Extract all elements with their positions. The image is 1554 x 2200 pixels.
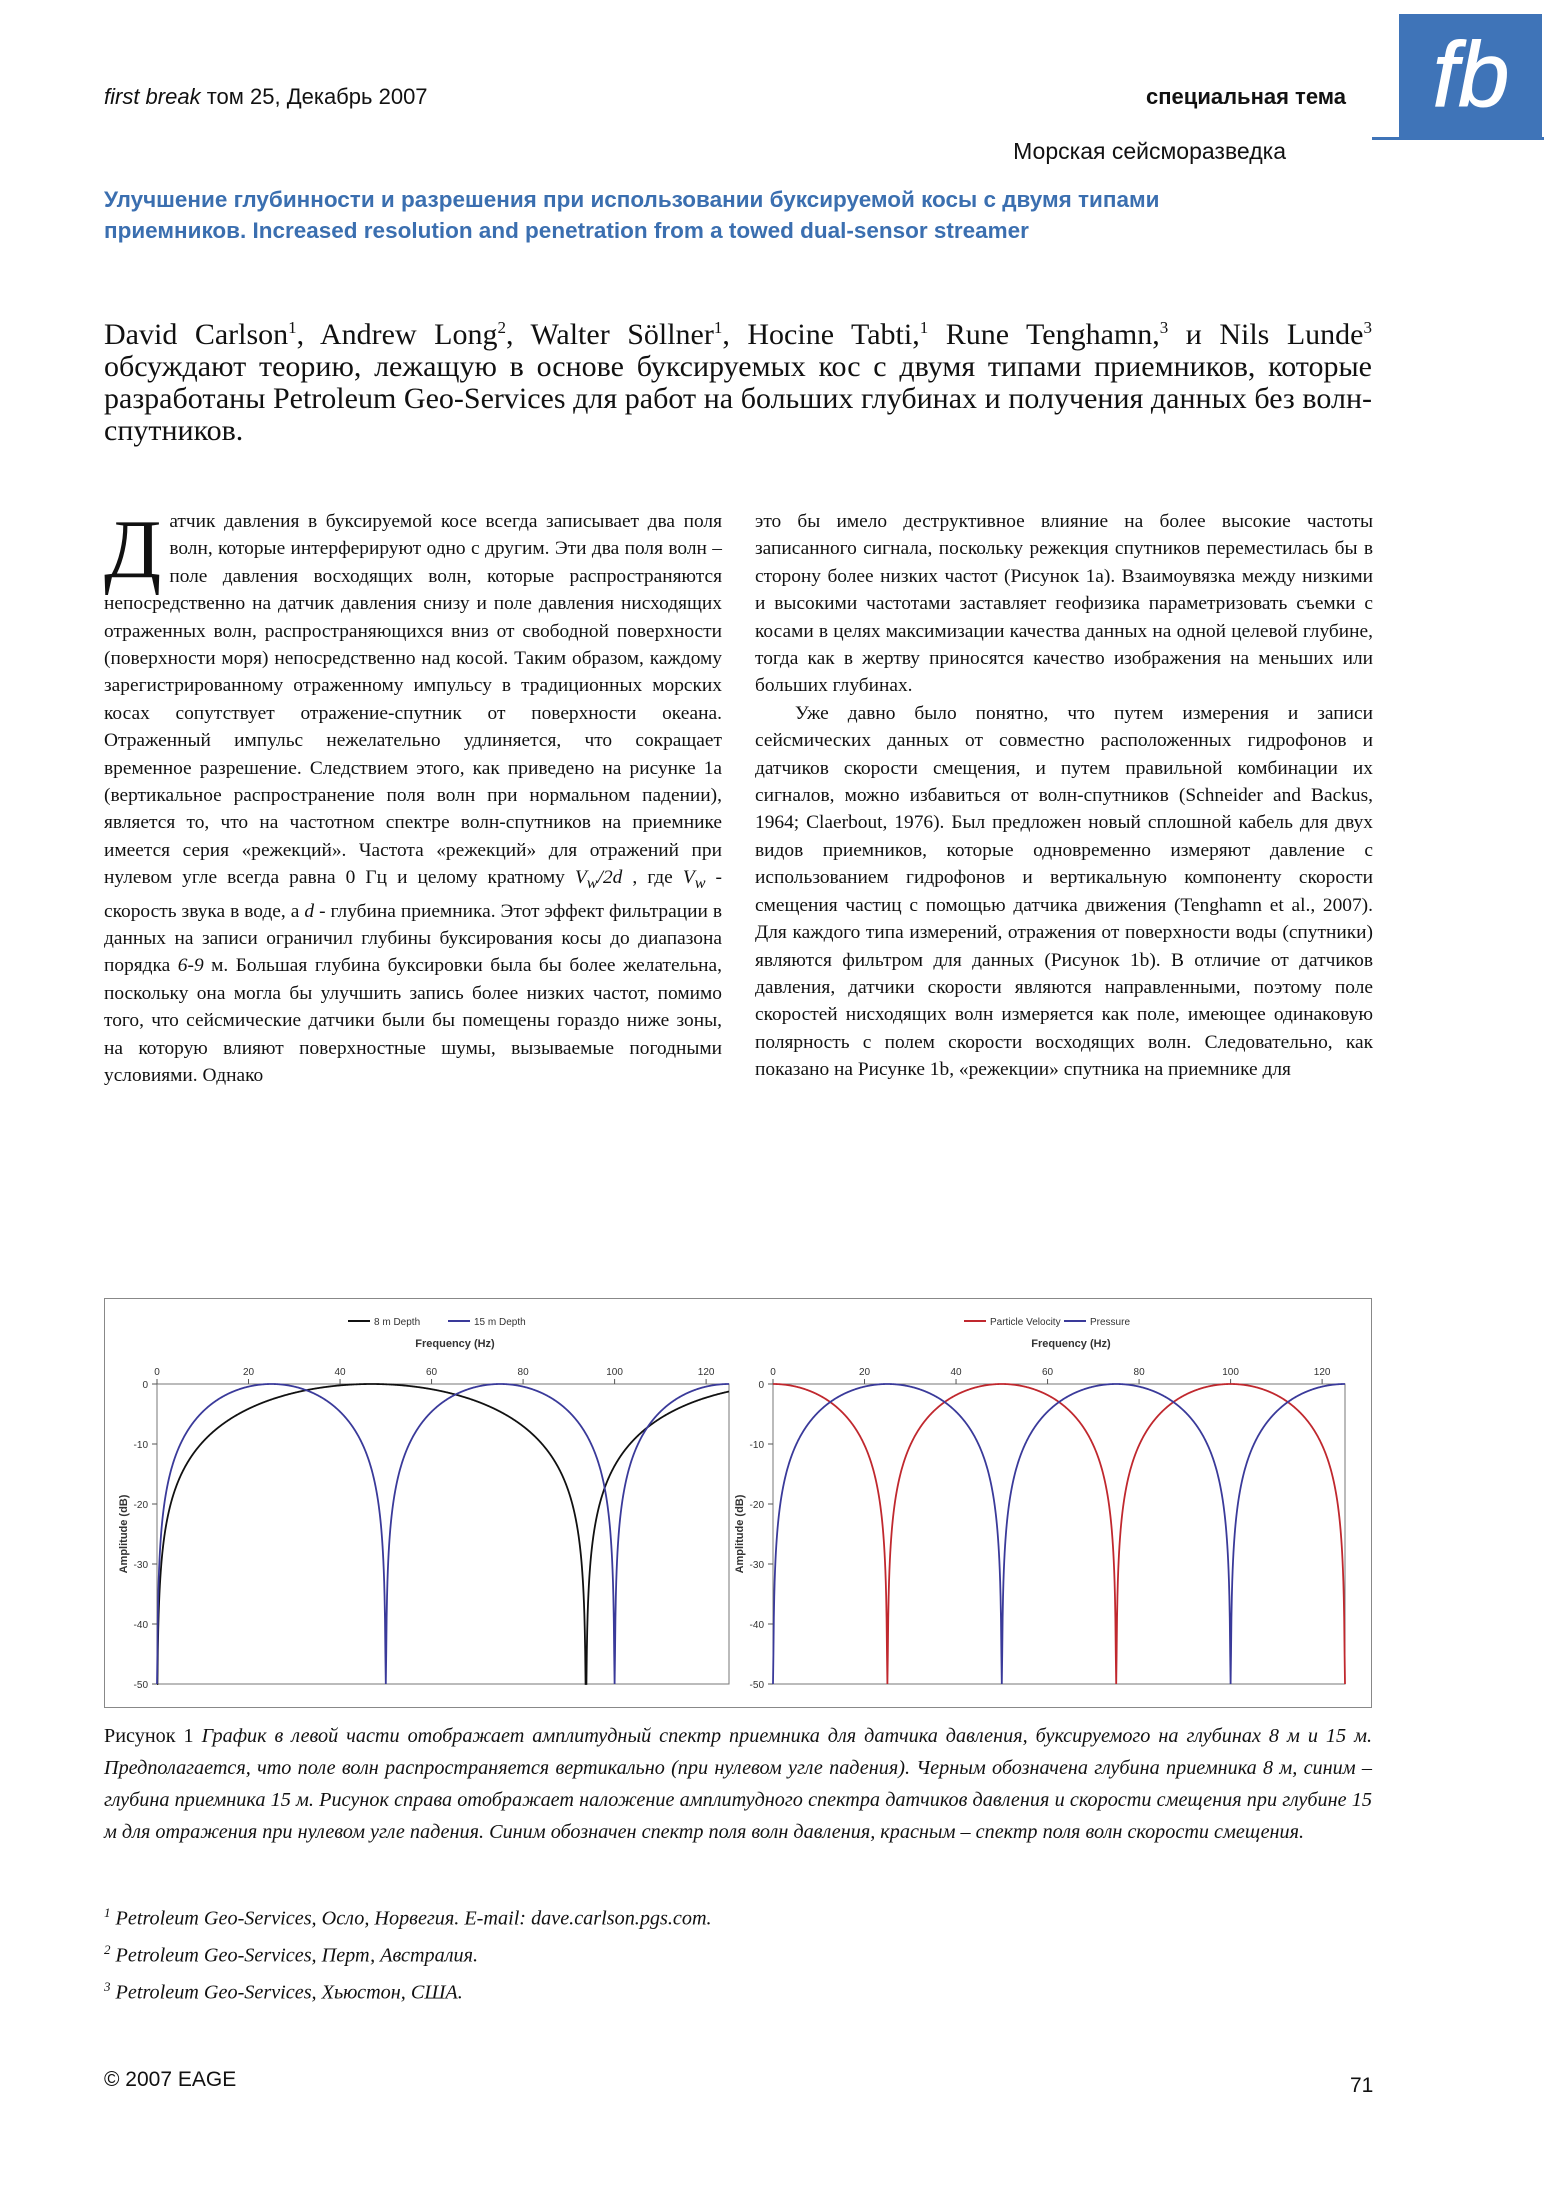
figure-1 (104, 1298, 1372, 1708)
depth-range: 6-9 (177, 955, 204, 977)
formula-velocity: V (574, 867, 587, 889)
body-text: м. Большая глубина буксировки была бы более желательна, поскольку она могла бы улучшить запись более низких частот, помимо того, что сейсмические датчики были бы помещены гораздо ниже зоны, на которую влияют поверхностные шумы, вызываемые погодными условиями. Однако (104, 955, 722, 1086)
article-title: Улучшение глубинности и разрешения при использовании буксируемой косы с двумя типами приемников. Increased resolution and penetration from a towed dual-sensor streamer (104, 187, 1160, 243)
author-affiliation: 1 (919, 318, 929, 337)
author-name: Rune Tenghamn, (945, 318, 1160, 351)
y-tick-label: -20 (133, 1500, 148, 1511)
footnote-text: Petroleum Geo-Services, Хьюстон, США. (110, 1981, 463, 2004)
author-name: David Carlson (104, 318, 289, 351)
formula-velocity: V (682, 867, 695, 889)
body-text: - скорость звука в воде, а (104, 867, 722, 922)
fb-logo-mark (1399, 14, 1542, 140)
y-tick-label: -40 (749, 1620, 764, 1631)
footnote (104, 1905, 712, 1931)
author-name: Nils Lunde (1219, 318, 1364, 351)
y-tick-label: -50 (133, 1680, 148, 1691)
footnote (104, 1979, 463, 2005)
legend-label: Particle Velocity (990, 1317, 1061, 1328)
logo-underline (1372, 137, 1544, 140)
series-line (773, 1384, 1345, 1684)
y-tick-label: -50 (749, 1680, 764, 1691)
author-conjunction: и (1185, 318, 1202, 351)
x-tick-label: 40 (950, 1367, 962, 1378)
author-affiliation: 3 (1363, 318, 1372, 337)
page-number: 71 (1350, 2074, 1374, 2097)
fb-logo (1399, 14, 1542, 140)
body-text: , где (622, 867, 683, 889)
chart-panel-2 (734, 1317, 1345, 1691)
caption-text: График в левой части отображает амплитудный спектр приемника для датчика давления, буксируемого на глубинах 8 м и 15 м. Предполагается, что поле волн распространяется вертикально (при нулевом угле падения). Черным обозначена глубина приемника 8 м, синим – глубина приемника 15 м. Рисунок справа отображает наложение амплитудного спектра датчиков давления и скорости смещения при глубине 15 м для отражения при нулевом угле падения. Синим обозначен спектр поля волн давления, красным – спектр поля волн скорости смещения. (104, 1725, 1372, 1843)
body-paragraph: это бы имело деструктивное влияние на более высокие частоты записанного сигнала, поскольку режекция спутников переместилась бы в сторону более низких частот (Рисунок 1a). Взаимоувязка между низкими и высокими частотами заставляет геофизика параметризовать съемки с косами в целях максимизации качества данных на одной целевой глубине, тогда как в жертву приносятся качество изображения на меньших или больших глубинах. (755, 511, 1373, 697)
legend-label: Pressure (1090, 1317, 1131, 1328)
section-label: Морская сейсморазведка (1013, 138, 1286, 164)
footnote-number: 2 (104, 1942, 111, 1957)
lead-text: обсуждают теорию, лежащую в основе буксируемых кос с двумя типами приемников, которые разработаны Petroleum Geo-Services для работ на больших глубинах и получения данных без волн-спутников. (104, 350, 1372, 447)
y-axis-title: Amplitude (dB) (734, 1494, 746, 1574)
y-tick-label: -30 (749, 1560, 764, 1571)
footnote-number: 1 (104, 1905, 111, 1920)
plot-frame (773, 1384, 1345, 1684)
body-text: атчик давления в буксируемой косе всегда записывает два поля волн, которые интерферируют одно с другим. Эти два поля волн – поле давления восходящих волн, которые распространяются непосредственно на датчик давления снизу и поле давления нисходящих отраженных волн, распространяющихся вниз от свободной поверхности (поверхности моря) непосредственно над косой. Таким образом, каждому зарегистрированному отраженному импульсу в традиционных морских косах сопутствует отражение-спутник от поверхности океана. Отраженный импульс нежелательно удлиняется, что сокращает временное разрешение. Следствием этого, как приведено на рисунке 1a (вертикальное распространение поля волн при нормальном падении), является то, что на частотном спектре волн-спутников на приемнике имеется серия «режекций». Частота «режекций» для отражений при нулевом угле всегда равна 0 Гц и целому кратному (104, 511, 722, 889)
y-tick-label: -10 (133, 1440, 148, 1451)
author-affiliation: 2 (497, 318, 506, 337)
series-line (157, 1384, 729, 1684)
legend-label: 15 m Depth (474, 1317, 526, 1328)
author-name: Walter Söllner (530, 318, 714, 351)
x-tick-label: 120 (1313, 1367, 1331, 1378)
author-affiliation: 1 (713, 318, 723, 337)
journal-name: first break (104, 84, 201, 109)
chart-panel-1 (118, 1317, 729, 1691)
x-tick-label: 80 (517, 1367, 529, 1378)
x-axis-title: Frequency (Hz) (415, 1338, 495, 1350)
x-tick-label: 100 (1222, 1367, 1239, 1378)
formula-subscript: w (586, 875, 598, 893)
figure-1-charts (105, 1299, 1370, 1706)
x-tick-label: 0 (770, 1367, 776, 1378)
footnote-text: Petroleum Geo-Services, Осло, Норвегия. E-mail: dave.carlson.pgs.com. (110, 1907, 712, 1930)
footnote-number: 3 (104, 1979, 111, 1994)
series-line (773, 1384, 1345, 1684)
y-tick-label: -30 (133, 1560, 148, 1571)
x-tick-label: 60 (1041, 1367, 1054, 1378)
article-lead: David Carlson$^1$, Andrew Long$^2$, Walter Söllner$^1$, Hocine Tabti,$^1$ Rune Tenghamn,$^3$ и Nils Lunde$^3$ обсуждают теорию, лежащую в основе буксируемых кос с двумя типами приемников, которые разработаны Petroleum Geo-Services для работ на больших глубинах и получения данных без волн-спутников. (104, 318, 1372, 447)
series-line (157, 1384, 729, 1684)
drop-cap: Д (104, 503, 162, 596)
figure-caption (104, 1720, 1372, 1848)
y-tick-label: 0 (758, 1380, 764, 1391)
x-tick-label: 40 (334, 1367, 346, 1378)
footnote (104, 1942, 478, 1968)
body-column-right (755, 508, 1373, 1084)
author-affiliation: 3 (1159, 318, 1169, 337)
legend-label: 8 m Depth (374, 1317, 421, 1328)
formula-depth-ratio: /2d (597, 867, 623, 889)
x-tick-label: 20 (858, 1367, 871, 1378)
author-name: Andrew Long (320, 318, 498, 351)
x-tick-label: 80 (1133, 1367, 1145, 1378)
formula-subscript: w (694, 875, 706, 893)
body-paragraph: Уже давно было понятно, что путем измерения и записи сейсмических данных от совместно расположенных гидрофонов и датчиков скорости смещения, и путем правильной комбинации их сигналов, можно избавиться от волн-спутников (Schneider and Backus, 1964; Claerbout, 1976). Был предложен новый сплошной кабель для двух видов приемников, которые одновременно измеряют давление с использованием гидрофонов и вертикальную компоненту скорости смещения частиц с помощью датчика движения (Tenghamn et al., 2007). Для каждого типа измерений, отражения от поверхности воды (спутники) являются фильтром для данных (Рисунок 1b). В отличие от датчиков давления, датчики скорости являются направленными, поэтому поле скоростей нисходящих волн измеряется как поле, имеющее одинаковую полярность с полем скорости восходящих волн. Следовательно, как показано на Рисунке 1b, «режекции» спутника на приемнике для (755, 702, 1373, 1081)
x-tick-label: 120 (697, 1367, 715, 1378)
body-paragraph (104, 503, 722, 1089)
x-tick-label: 60 (425, 1367, 438, 1378)
copyright: © 2007 EAGE (104, 2068, 237, 2091)
body-text: - глубина приемника. Этот эффект фильтрации в данных на записи ограничил глубины буксирования косы до диапазона порядка (104, 900, 722, 977)
author-name: Hocine Tabti, (747, 318, 920, 351)
special-topic-label: специальная тема (1146, 84, 1346, 109)
y-tick-label: 0 (142, 1380, 148, 1391)
y-tick-label: -20 (749, 1500, 764, 1511)
author-affiliation: 1 (288, 318, 297, 337)
x-tick-label: 100 (606, 1367, 623, 1378)
y-tick-label: -10 (749, 1440, 764, 1451)
plot-frame (157, 1384, 729, 1684)
x-axis-title: Frequency (Hz) (1031, 1338, 1111, 1350)
x-tick-label: 20 (242, 1367, 255, 1378)
caption-label: Рисунок 1 (104, 1725, 194, 1747)
body-column-left (104, 503, 722, 1089)
journal-issue: том 25, Декабрь 2007 (200, 84, 428, 109)
y-tick-label: -40 (133, 1620, 148, 1631)
formula-depth: d (304, 900, 315, 922)
logo-text: fb (1432, 24, 1510, 126)
footnote-text: Petroleum Geo-Services, Перт, Австралия. (110, 1944, 479, 1967)
y-axis-title: Amplitude (dB) (118, 1494, 130, 1574)
journal-header (104, 84, 428, 110)
x-tick-label: 0 (154, 1367, 160, 1378)
